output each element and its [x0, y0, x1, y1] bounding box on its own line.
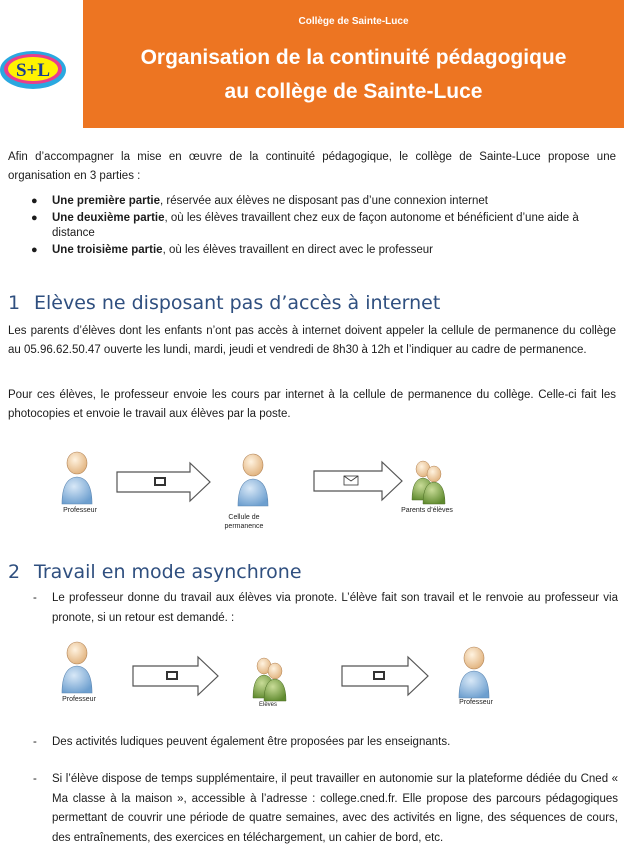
page-title [83, 41, 624, 109]
arrow-right-icon [133, 657, 218, 695]
intro-paragraph: Afin d’accompagner la mise en œuvre de la continuité pédagogique, le collège de Sainte-Luce propose une organisation en 3 parties : [8, 151, 616, 182]
bullet-text: , réservée aux élèves ne disposant pas d’une connexion internet [160, 195, 488, 207]
teacher-icon [62, 642, 92, 693]
caption-teacher-left: Professeur [62, 696, 96, 703]
bullet-text: , où les élèves travaillent en direct avec le professeur [162, 243, 433, 256]
bullet-text: , où les élèves travaillent chez eux de façon autonome et bénéficient d’une aide à distance [52, 211, 579, 239]
arrow-right-icon [117, 463, 210, 501]
caption-cellule: Cellule de permanence [224, 514, 264, 530]
bullet-bold: Une deuxième partie [52, 211, 165, 224]
section-1-paragraph-2: Pour ces élèves, le professeur envoie les cours par internet à la cellule de permanence du collège. Celle-ci fait les photocopies et envoie le travail aux élèves par la poste. [8, 389, 616, 420]
arrow-right-icon [342, 657, 428, 695]
teacher-icon [62, 452, 92, 504]
title-line-1: Organisation de la continuité pédagogique [140, 46, 567, 69]
section-2-heading [8, 561, 302, 583]
list-item [31, 243, 621, 259]
staff-icon [238, 454, 268, 506]
list-item [33, 589, 618, 628]
diagram-2 [50, 638, 510, 712]
caption-teacher: Professeur [63, 507, 97, 514]
list-item-text: Si l’élève dispose de temps supplémentaire, il peut travailler en autonomie sur la plateforme dédiée du Cned « Ma classe à la maison », accessible à l’adresse : college.cned.fr. Elle propose des parcours pédagogiques permettant de couvrir une période de quatre semaines, avec des activités en ligne, des séquences de cours, des entraînements, des exercices en téléchargement, un cahier de bord, etc. [52, 773, 618, 844]
section-title: Travail en mode asynchrone [34, 561, 302, 583]
list-item-text: Le professeur donne du travail aux élèves via pronote. L’élève fait son travail et le renvoie au professeur via pronote, si un retour est demandé. : [52, 592, 618, 624]
school-name: Collège de Sainte-Luce [298, 16, 409, 27]
caption-students: Elèves [258, 702, 277, 708]
list-item-text: Des activités ludiques peuvent également être proposées par les enseignants. [52, 736, 451, 748]
students-group-icon [253, 658, 286, 701]
logo-text: S+L [15, 60, 51, 81]
list-item [33, 770, 618, 848]
dash-marker: - [33, 773, 37, 785]
bullet-icon: ● [31, 243, 38, 256]
teacher-icon [459, 647, 489, 698]
arrow-right-icon [314, 462, 402, 500]
section-number: 1 [8, 292, 21, 314]
title-line-2: au collège de Sainte-Luce [224, 80, 483, 103]
parents-group-icon [412, 461, 445, 504]
bullet-icon: ● [31, 211, 38, 224]
list-item [31, 211, 621, 242]
bullet-icon: ● [31, 195, 38, 207]
bullet-bold: Une troisième partie [52, 243, 163, 256]
header-banner [83, 0, 624, 128]
section-title: Elèves ne disposant pas d’accès à internet [34, 292, 441, 314]
list-item [33, 733, 618, 753]
caption-parents: Parents d’élèves [401, 507, 453, 514]
dash-marker: - [33, 736, 37, 748]
list-item [31, 194, 621, 210]
school-logo [0, 48, 68, 92]
bullet-bold: Une première partie [52, 195, 161, 207]
section-1-heading [8, 292, 440, 314]
section-number: 2 [8, 561, 21, 583]
section-1-paragraph-1: Les parents d’élèves dont les enfants n’ont pas accès à internet doivent appeler la cellule de permanence du collège au 05.96.62.50.47 ouverte les lundi, mardi, jeudi et vendredi de 8h30 à 12h et l’indiquer au cadre de permanence. [8, 325, 616, 356]
caption-teacher-right: Professeur [459, 699, 493, 706]
dash-marker: - [33, 592, 37, 604]
parts-list [31, 194, 621, 259]
